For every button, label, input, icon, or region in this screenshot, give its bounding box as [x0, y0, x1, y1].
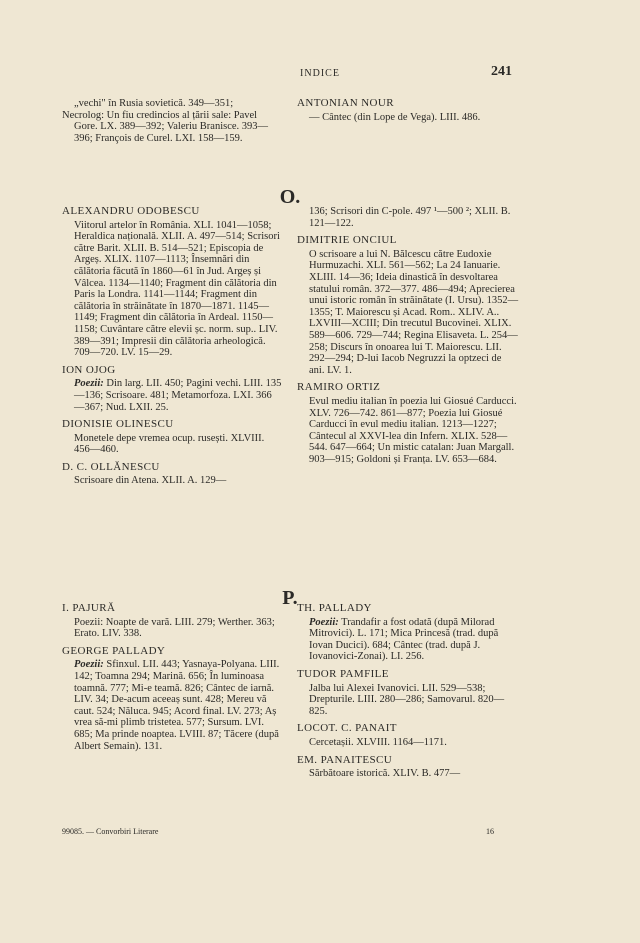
necrolog-text: Necrolog: Un fiu credincios al țării sale: Pavel Gore. LX. 389—392; Valeriu Branisce. 393—396; François de Curel. LXI. 158—159. [62, 109, 269, 144]
index-entry: TH. PALLADY Poezii: Trandafir a fost odată (după Milorad Mitrovici). L. 171; Mica Princesă (trad. după Iovan Ducici). 684; Cântec (trad. după J. Iovanovici-Zonai). LI. 256. [297, 603, 519, 663]
index-entry: EM. PANAITESCU Sărbătoare istorică. XLIV. B. 477— [297, 755, 519, 780]
print-imprint: 99085. — Convorbiri Literare [62, 827, 159, 836]
author-name: DIMITRIE ONCIUL [297, 234, 397, 247]
author-name: TH. PALLADY [297, 602, 372, 614]
section-n-right [297, 98, 519, 129]
author-name: RAMIRO ORTIZ [297, 381, 381, 394]
author-name: ANTONIAN NOUR [297, 97, 394, 109]
section-o-right [297, 206, 519, 471]
section-letter-p: P. [282, 587, 298, 609]
index-entry: DIMITRIE ONCIUL O scrisoare a lui N. Bălcescu către Eudoxie Hurmuzachi. XLI. 561—562; La 24 Ianuarie. XLIII. 14—36; Ideia dinastică în desvoltarea statului român. 372—377. 486—494; Aprecierea unui istoric român în străinătate (I. Ursu). 1352—1355; T. Maiorescu și Acad. Rom.. XLIV. A.. LXVIII—XCIII; Din trecutul Bucovinei. XLIX. 589—606. 729—744; Regina Elisaveta. L. 254—258; Discurs în onoarea lui T. Maiorescu. LII. 292—294; D-lui Iacob Negruzzi la optzeci de ani. LV. 1. [297, 234, 519, 376]
index-entry: DIONISIE OLINESCU Monetele depe vremea ocup. rusești. XLVIII. 456—460. [62, 419, 282, 456]
index-entry: LOCOT. C. PANAIT Cercetașii. XLVIII. 1164—1171. [297, 723, 519, 748]
author-name: LOCOT. C. PANAIT [297, 722, 397, 735]
section-p-right [297, 603, 519, 786]
author-name: I. PAJURĂ [62, 602, 116, 614]
section-p-left [62, 603, 282, 758]
index-entry: D. C. OLLĂNESCU Scrisoare din Atena. XLII. A. 129— [62, 462, 282, 487]
page-number: 241 [491, 64, 512, 79]
running-header: INDICE [300, 68, 340, 79]
section-o-left [62, 206, 282, 493]
author-name: ION OJOG [62, 363, 116, 376]
index-entry: 136; Scrisori din C-pole. 497 ¹—500 ²; XLII. B. 121—122. [309, 206, 511, 229]
index-entry: „vechi" în Rusia sovietică. 349—351; Necrolog: Un fiu credincios al țării sale: Pavel Gore. LX. 389—392; Valeriu Branisce. 393—396; François de Curel. LXI. 158—159. [62, 98, 282, 144]
index-entry: ION OJOG Poezii: Din larg. LII. 450; Pagini vechi. LIII. 135—136; Scrisoare. 481; Metamorfoza. LXI. 366—367; Nud. LXII. 25. [62, 363, 282, 413]
index-entry: ANTONIAN NOUR — Cântec (din Lope de Vega). LIII. 486. [297, 98, 519, 123]
index-entry: RAMIRO ORTIZ Evul mediu italian în poezia lui Giosué Carducci. XLV. 726—742. 861—877; Poezia lui Giosué Carducci în evul mediu italian. 1213—1227; Cântecul al XXVI-lea din Infern. XLIX. 528—544. 647—664; Un mistic catalan: Juan Margall. 903—915; Goldoni și Franța. LV. 653—684. [297, 382, 519, 465]
author-name: GEORGE PALLADY [62, 644, 166, 657]
section-letter-o: O. [279, 186, 301, 208]
author-name: D. C. OLLĂNESCU [62, 460, 160, 473]
index-entry: I. PAJURĂ Poezii: Noapte de vară. LIII. 279; Werther. 363; Erato. LIV. 338. [62, 603, 282, 640]
section-n-left [62, 98, 282, 150]
author-name: ALEXANDRU ODOBESCU [62, 205, 200, 217]
author-name: EM. PANAITESCU [297, 753, 393, 766]
author-name: DIONISIE OLINESCU [62, 418, 174, 431]
signature-mark: 16 [486, 827, 494, 836]
index-entry: ALEXANDRU ODOBESCU Viitorul artelor în România. XLI. 1041—1058; Heraldica națională. XLII. A. 497—514; Scrisori către Barit. XLII. B. 514—521; Episcopia de Argeș. XLIX. 1107—1113; Însemnări din călătoria făcută în 1860—61 în Jud. Argeș și Vâlcea. 1134—1140; Fragment din călătoria din Paris la Londra. 1141—1144; Fragment din călătoria în străinătate în 1870—1871. 1145—1149; Fragment din călătoria în Ardeal. 1150—1158; Cuvântare către elevii șc. norm. sup.. LIV. 389—391; Impresii din călătoria arheologică. 709—720. LV. 15—29. [62, 206, 282, 359]
author-name: TUDOR PAMFILE [297, 667, 389, 680]
index-entry: TUDOR PAMFILE Jalba lui Alexei Ivanovici. LII. 529—538; Drepturile. LIII. 280—286; Samovarul. 820—825. [297, 669, 519, 717]
index-entry: GEORGE PALLADY Poezii: Sfinxul. LII. 443; Yasnaya-Polyana. LIII. 142; Toamna 294; Marină. 656; În luminoasa toamnă. 777; Mi-e teamă. 826; Cântec de iarnă. LIV. 34; De-acum aceeaș sunt. 428; Mereu vă caut. 524; Năluca. 945; Acord final. LV. 273; Aș vrea să-mi plimb tristetea. 577; Sursum. LVI. 685; Ma prinde noaptea. LVIII. 87; Tăcere (după Albert Semain). 131. [62, 646, 282, 752]
